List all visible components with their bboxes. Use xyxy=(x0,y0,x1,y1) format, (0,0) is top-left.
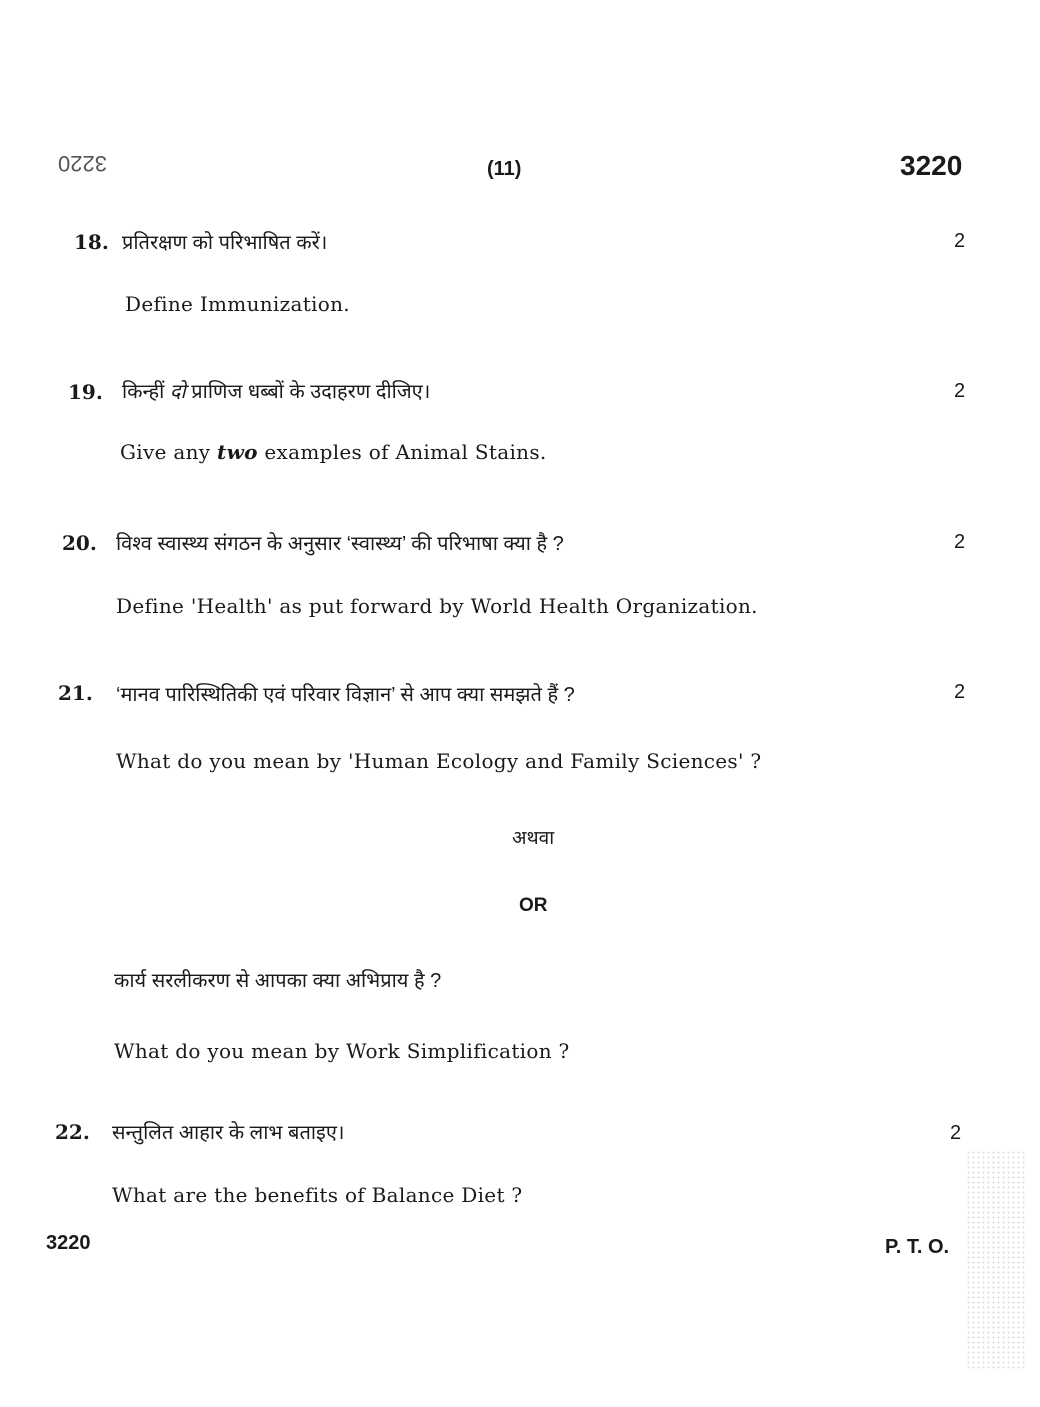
footer-code: 3220 xyxy=(46,1232,91,1254)
question-18-marks: 2 xyxy=(954,230,966,252)
question-18-hindi: प्रतिरक्षण को परिभाषित करें। xyxy=(122,232,328,254)
question-19-hindi: किन्हीं दो प्राणिज धब्बों के उदाहरण दीजिए। xyxy=(122,381,431,403)
question-20-english: Define 'Health' as put forward by World Health Organization. xyxy=(116,594,758,618)
question-21-number: 21. xyxy=(58,681,93,705)
please-turn-over: P. T. O. xyxy=(885,1236,950,1258)
question-19-english-emphasis: two xyxy=(217,440,258,464)
question-21-english: What do you mean by 'Human Ecology and Family Sciences' ? xyxy=(116,749,762,773)
question-22-english: What are the benefits of Balance Diet ? xyxy=(112,1183,523,1207)
question-19-hindi-emphasis: दो xyxy=(169,381,186,403)
scan-noise-decoration xyxy=(966,1150,1026,1370)
question-21-hindi: ‘मानव पारिस्थितिकी एवं परिवार विज्ञान’ से आप क्या समझते हैं ? xyxy=(116,684,575,706)
question-20-hindi: विश्व स्वास्थ्य संगठन के अनुसार ‘स्वास्थ्य’ की परिभाषा क्या है ? xyxy=(116,533,564,555)
question-22-marks: 2 xyxy=(950,1122,962,1144)
question-20-number: 20. xyxy=(62,531,97,555)
question-21-alt-hindi: कार्य सरलीकरण से आपका क्या अभिप्राय है ? xyxy=(114,970,442,992)
question-18-number: 18. xyxy=(74,230,109,254)
question-21-alt-english: What do you mean by Work Simplification ? xyxy=(114,1039,570,1063)
question-22-number: 22. xyxy=(55,1120,90,1144)
question-22-hindi: सन्तुलित आहार के लाभ बताइए। xyxy=(112,1122,345,1144)
mirrored-header-code: 3220 xyxy=(58,151,107,176)
page-number: (11) xyxy=(487,158,522,180)
question-21-marks: 2 xyxy=(954,681,966,703)
or-hindi-label: अथवा xyxy=(512,828,555,849)
question-19-english: Give any two examples of Animal Stains. xyxy=(120,440,547,464)
question-20-marks: 2 xyxy=(954,531,966,553)
question-18-english: Define Immunization. xyxy=(125,292,350,316)
question-19-marks: 2 xyxy=(954,380,966,402)
or-english-label: OR xyxy=(519,895,548,916)
question-19-number: 19. xyxy=(68,380,103,404)
paper-code: 3220 xyxy=(900,150,963,181)
